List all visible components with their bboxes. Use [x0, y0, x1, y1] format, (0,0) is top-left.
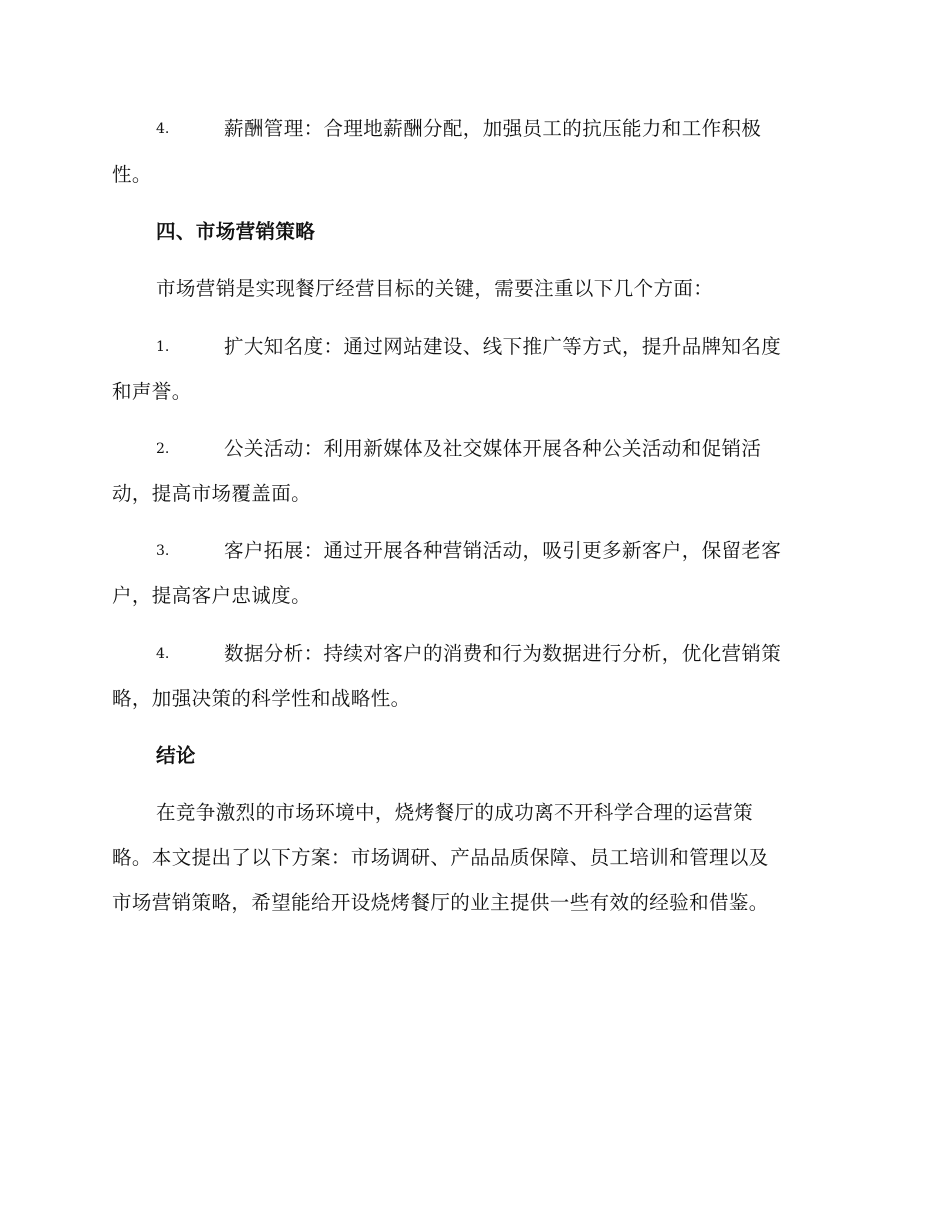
list-item-text-continued: 动，提高市场覆盖面。 [112, 482, 312, 505]
list-item-number: 4. [156, 646, 170, 662]
list-item-number: 3. [156, 543, 170, 559]
list-item-text: 公关活动：利用新媒体及社交媒体开展各种公关活动和促销活 [224, 437, 762, 460]
paragraph-text-continued: 略。本文提出了以下方案：市场调研、产品品质保障、员工培训和管理以及 [112, 846, 769, 869]
list-item-text: 扩大知名度：通过网站建设、线下推广等方式，提升品牌知名度 [224, 335, 782, 358]
paragraph-text: 在竞争激烈的市场环境中，烧烤餐厅的成功离不开科学合理的运营策 [156, 801, 754, 824]
list-item-text-continued: 和声誉。 [112, 380, 192, 403]
section-heading: 结论 [156, 744, 196, 767]
list-item-text-continued: 略，加强决策的科学性和战略性。 [112, 687, 411, 710]
paragraph-text-continued: 市场营销策略，希望能给开设烧烤餐厅的业主提供一些有效的经验和借鉴。 [112, 891, 769, 914]
paragraph-text: 市场营销是实现餐厅经营目标的关键，需要注重以下几个方面： [156, 277, 714, 300]
list-item-text: 薪酬管理：合理地薪酬分配，加强员工的抗压能力和工作积极 [224, 117, 762, 140]
list-item-number: 2. [156, 441, 170, 457]
list-item-text: 客户拓展：通过开展各种营销活动，吸引更多新客户，保留老客 [224, 539, 782, 562]
list-item-number: 1. [156, 339, 170, 355]
list-item-number: 4. [156, 121, 170, 137]
section-heading: 四、市场营销策略 [156, 220, 316, 243]
list-item-text-continued: 性。 [112, 163, 152, 186]
list-item-text-continued: 户，提高客户忠诚度。 [112, 584, 312, 607]
list-item-text: 数据分析：持续对客户的消费和行为数据进行分析，优化营销策 [224, 642, 782, 665]
